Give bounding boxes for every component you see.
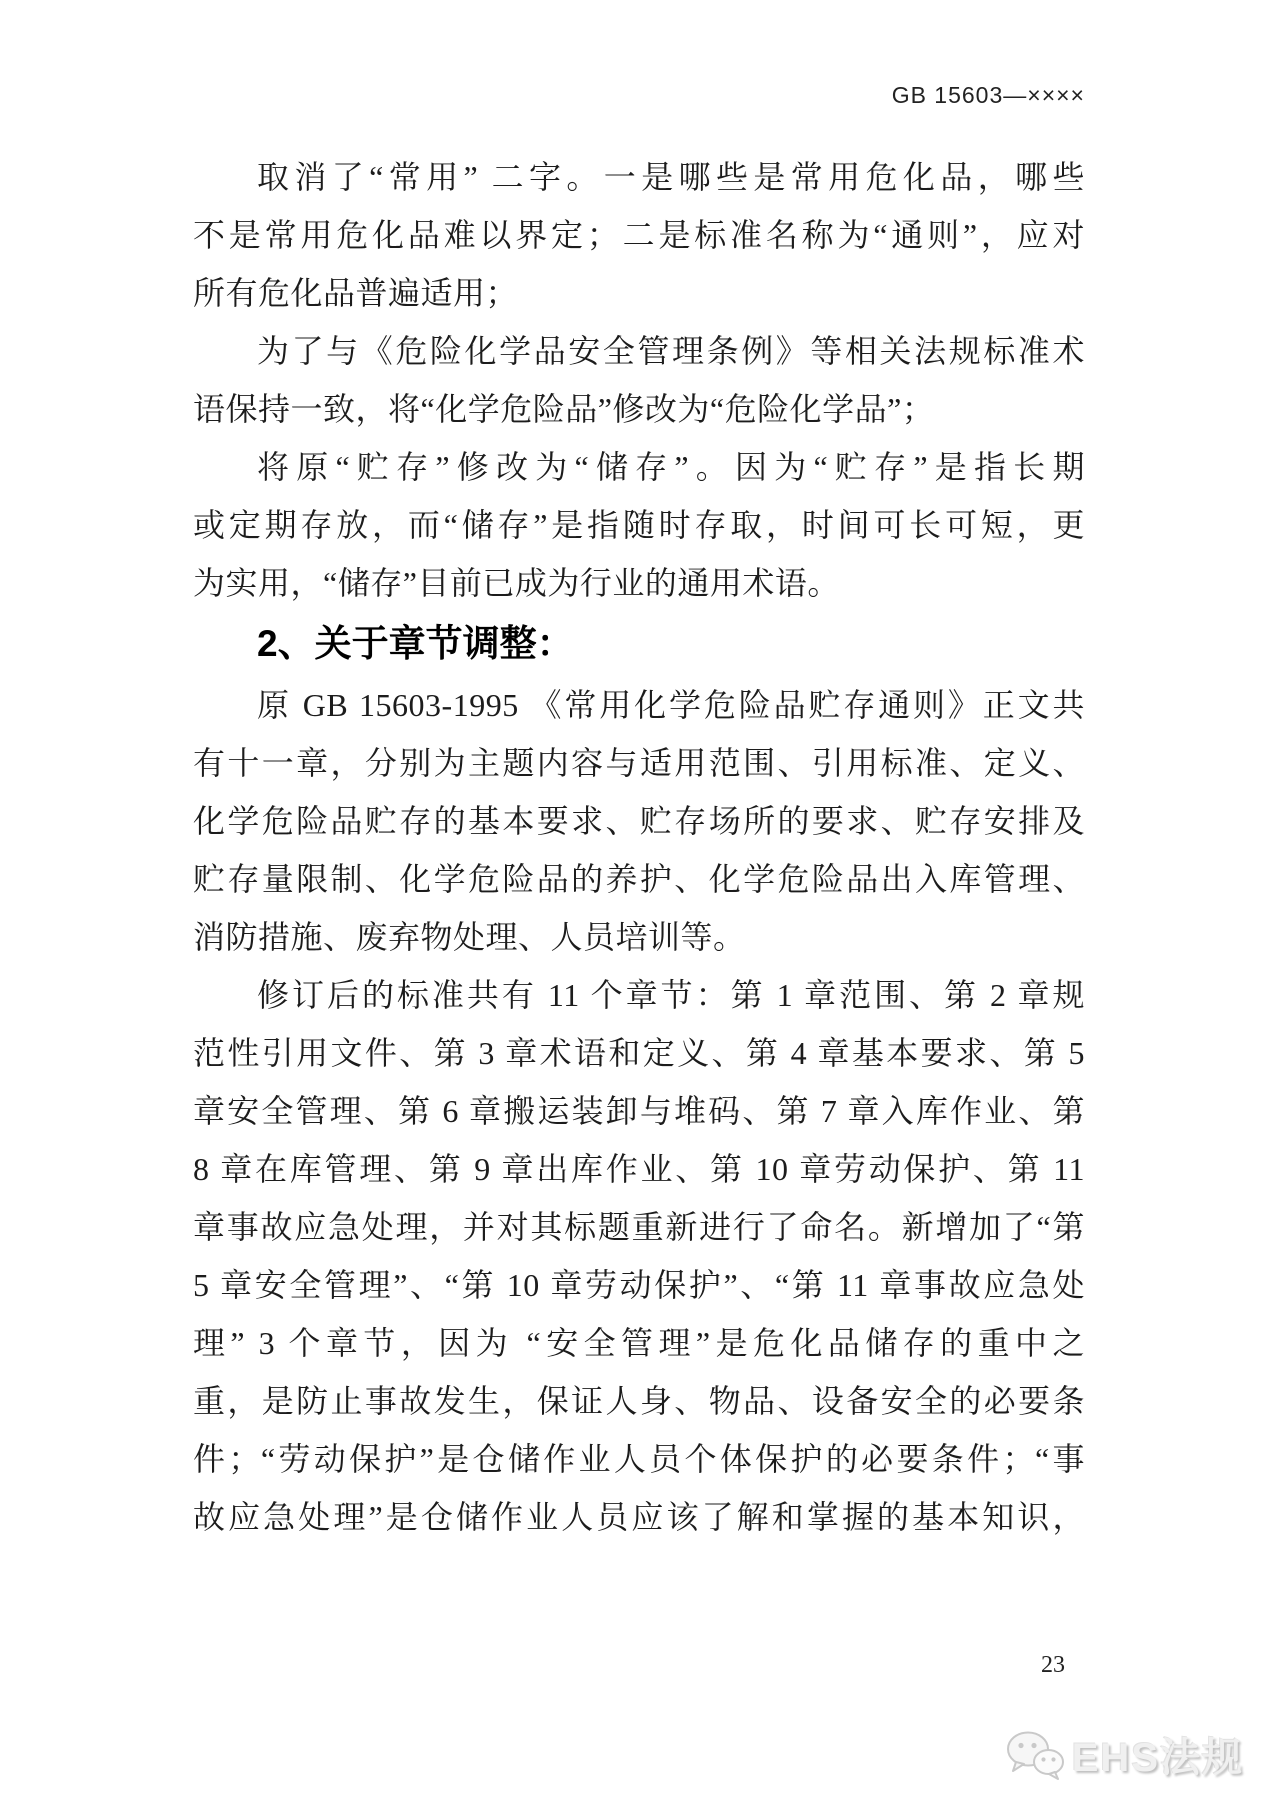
paragraph-line: 或定期存放，而“储存”是指随时存取，时间可长可短，更 xyxy=(193,507,1085,543)
watermark-label: EHS法规 xyxy=(1071,1736,1244,1780)
section-heading: 2、关于章节调整： xyxy=(257,623,574,664)
paragraph-line: 消防措施、废弃物处理、人员培训等。 xyxy=(193,919,746,955)
paragraph-line: 理” 3 个章节，因为 “安全管理”是危化品储存的重中之 xyxy=(193,1325,1085,1361)
paragraph-line: 将原“贮存”修改为“储存”。因为“贮存”是指长期 xyxy=(257,449,1085,485)
paragraph-line: 故应急处理”是仓储作业人员应该了解和掌握的基本知识， xyxy=(193,1499,1085,1535)
wechat-icon xyxy=(1006,1730,1064,1780)
paragraph-line: 取消了“常用” 二字。一是哪些是常用危化品，哪些 xyxy=(257,159,1085,195)
paragraph-line: 章事故应急处理，并对其标题重新进行了命名。新增加了“第 xyxy=(193,1209,1085,1245)
paragraph-line: 贮存量限制、化学危险品的养护、化学危险品出入库管理、 xyxy=(193,861,1085,897)
paragraph-line: 不是常用危化品难以界定；二是标准名称为“通则”，应对 xyxy=(193,217,1085,253)
paragraph-line: 重，是防止事故发生，保证人身、物品、设备安全的必要条 xyxy=(193,1383,1085,1419)
paragraph-line: 化学危险品贮存的基本要求、贮存场所的要求、贮存安排及 xyxy=(193,803,1085,839)
page-number: 23 xyxy=(1041,1652,1065,1678)
paragraph-line: 5 章安全管理”、“第 10 章劳动保护”、“第 11 章事故应急处 xyxy=(193,1267,1085,1303)
document-code: GB 15603—×××× xyxy=(891,82,1085,108)
paragraph-line: 为实用，“储存”目前已成为行业的通用术语。 xyxy=(193,565,840,601)
paragraph-line: 所有危化品普遍适用； xyxy=(193,275,519,311)
watermark xyxy=(1006,1726,1244,1783)
paragraph-line: 8 章在库管理、第 9 章出库作业、第 10 章劳动保护、第 11 xyxy=(193,1151,1085,1187)
paragraph-line: 修订后的标准共有 11 个章节：第 1 章范围、第 2 章规 xyxy=(257,977,1085,1013)
paragraph-line: 范性引用文件、第 3 章术语和定义、第 4 章基本要求、第 5 xyxy=(193,1035,1085,1071)
paragraph-line: 语保持一致，将“化学危险品”修改为“危险化学品”； xyxy=(193,391,935,427)
paragraph-line: 章安全管理、第 6 章搬运装卸与堆码、第 7 章入库作业、第 xyxy=(193,1093,1085,1129)
paragraph-line: 件；“劳动保护”是仓储作业人员个体保护的必要条件；“事 xyxy=(193,1441,1085,1477)
paragraph-line: 为了与《危险化学品安全管理条例》等相关法规标准术 xyxy=(257,333,1085,369)
document-body xyxy=(193,148,1085,1546)
paragraph-line: 原 GB 15603-1995 《常用化学危险品贮存通则》正文共 xyxy=(257,687,1085,723)
paragraph-line: 有十一章，分别为主题内容与适用范围、引用标准、定义、 xyxy=(193,745,1085,781)
